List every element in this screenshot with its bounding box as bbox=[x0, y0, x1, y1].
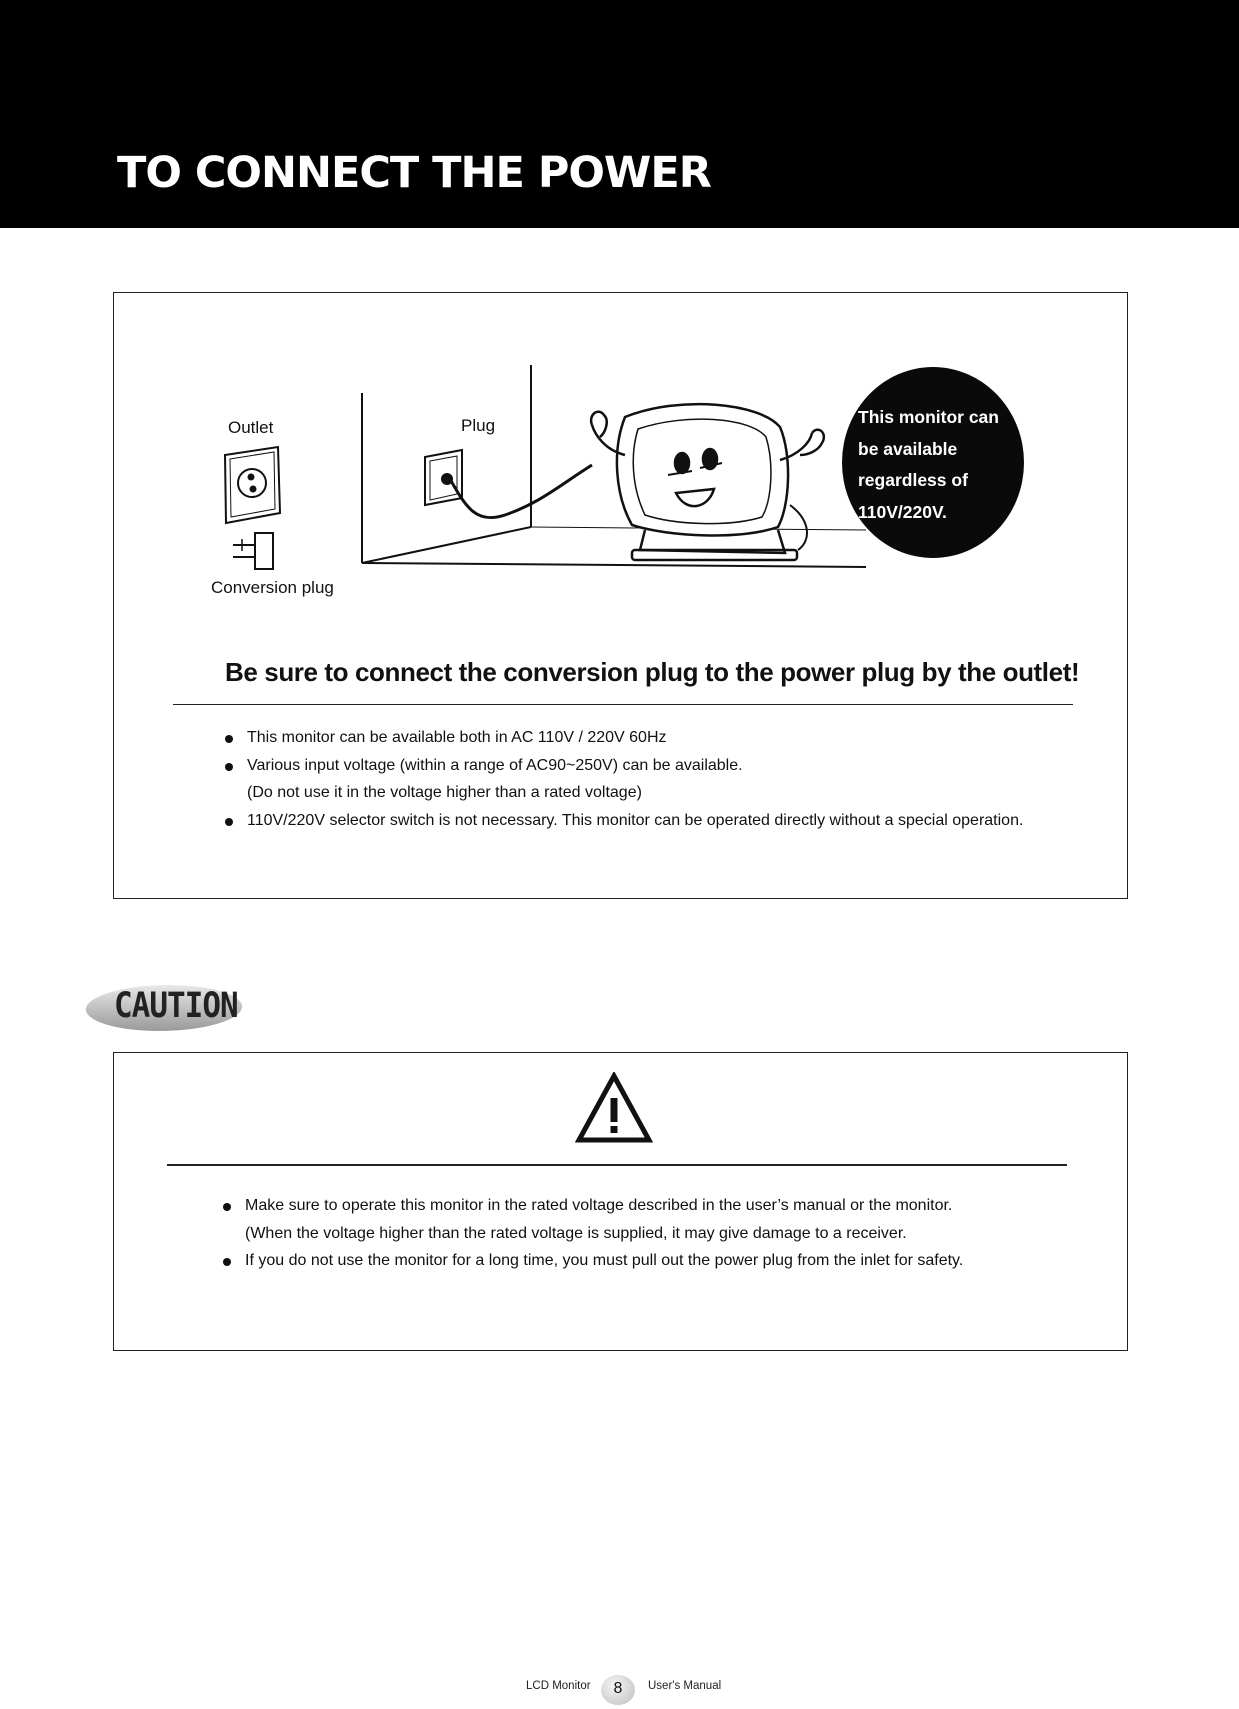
list-item: (Do not use it in the voltage higher than a rated voltage) bbox=[247, 784, 642, 801]
page-title: TO CONNECT THE POWER bbox=[117, 148, 711, 198]
caution-divider bbox=[167, 1164, 1067, 1166]
caution-title: CAUTION bbox=[114, 985, 238, 1027]
footer-left: LCD Monitor bbox=[526, 1680, 591, 1692]
list-item: If you do not use the monitor for a long time, you must pull out the power plug from the inlet for safety. bbox=[223, 1247, 963, 1275]
bubble-line: regardless of bbox=[858, 470, 968, 490]
outlet-label: Outlet bbox=[228, 418, 274, 437]
info-bubble-text bbox=[858, 402, 999, 528]
bubble-line: This monitor can bbox=[858, 407, 999, 427]
warning-triangle-icon bbox=[575, 1072, 653, 1144]
footer-right: User's Manual bbox=[648, 1680, 722, 1692]
conversion-plug-icon bbox=[233, 533, 273, 569]
wall-socket-icon bbox=[425, 450, 462, 505]
plug-label: Plug bbox=[461, 416, 496, 435]
conversion-plug-label: Conversion plug bbox=[211, 578, 334, 597]
power-connection-illustration bbox=[200, 355, 880, 585]
list-item: Make sure to operate this monitor in the rated voltage described in the user’s manual or the monitor. bbox=[223, 1192, 963, 1220]
outlet-icon bbox=[225, 447, 280, 523]
page-number: 8 bbox=[613, 1680, 623, 1697]
bubble-line: 110V/220V. bbox=[858, 501, 947, 522]
monitor-character-icon bbox=[591, 404, 824, 560]
power-headline: Be sure to connect the conversion plug to the power plug by the outlet! bbox=[225, 657, 1080, 687]
list-item: (When the voltage higher than the rated voltage is supplied, it may give damage to a receiver. bbox=[245, 1224, 907, 1242]
power-cable bbox=[450, 465, 592, 518]
headline-divider bbox=[173, 704, 1073, 705]
power-notes-list bbox=[225, 724, 1023, 834]
list-item: This monitor can be available both in AC 110V / 220V 60Hz bbox=[225, 724, 1023, 752]
list-item: 110V/220V selector switch is not necessary. This monitor can be operated directly without a special operation. bbox=[225, 807, 1023, 835]
caution-notes-list bbox=[223, 1192, 963, 1275]
bubble-line: be available bbox=[858, 438, 958, 459]
page-header bbox=[0, 0, 1239, 228]
list-item: Various input voltage (within a range of AC90~250V) can be available. bbox=[225, 752, 1023, 780]
